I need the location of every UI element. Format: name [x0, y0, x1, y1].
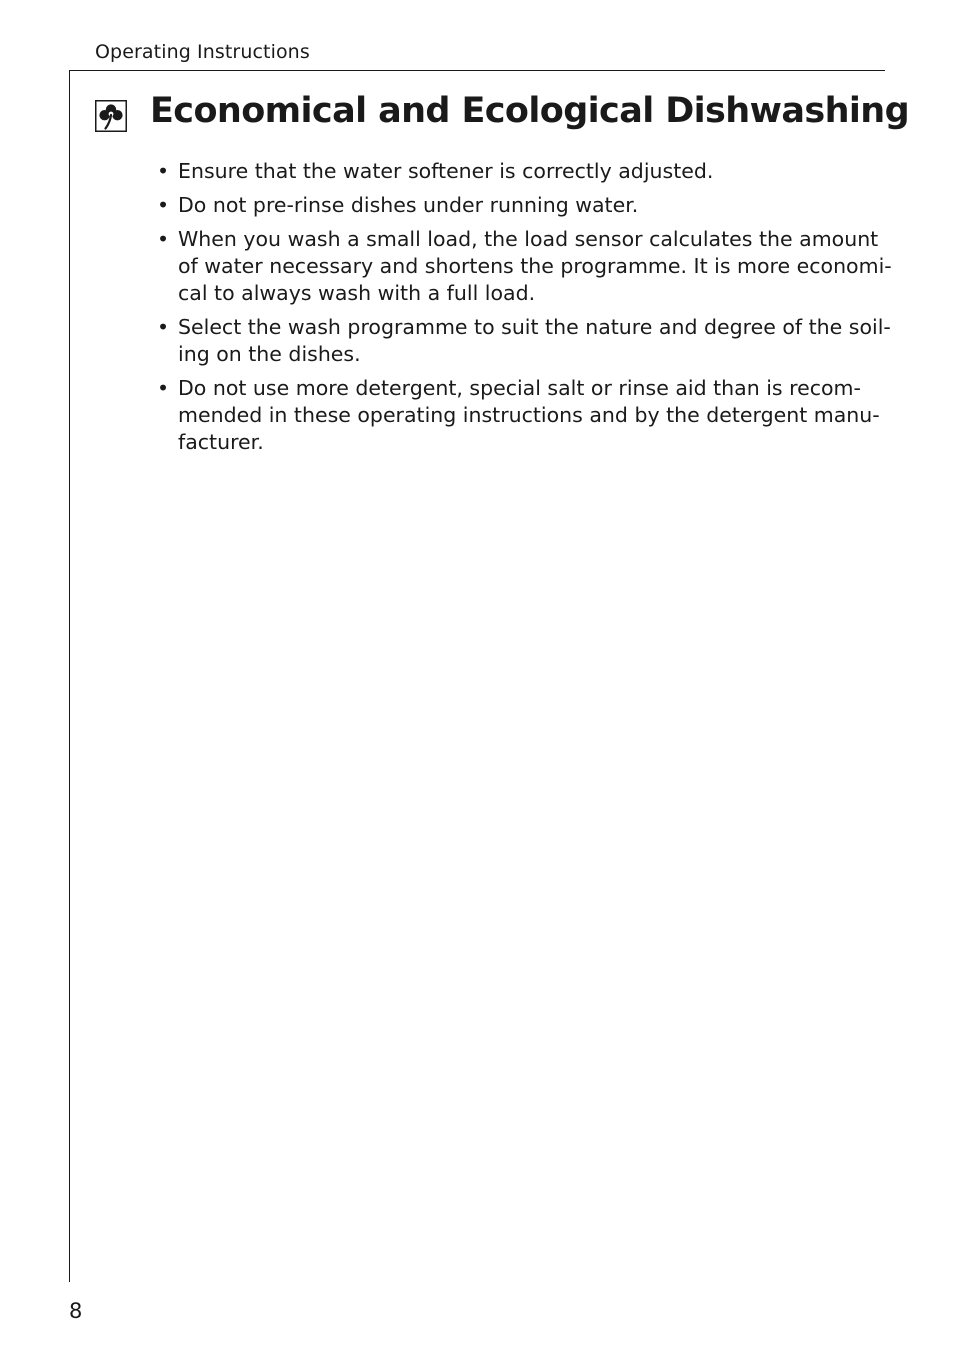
- list-item: [157, 375, 880, 456]
- bullet-icon: •: [157, 193, 170, 217]
- clover-leaf-icon: [95, 100, 127, 132]
- header-rule: [69, 70, 885, 71]
- tip-line: ing on the dishes.: [178, 342, 361, 366]
- list-item: [157, 314, 891, 368]
- bullet-icon: •: [157, 376, 170, 400]
- bullet-icon: •: [157, 159, 170, 183]
- list-item: [157, 226, 892, 307]
- tips-list: [157, 158, 892, 463]
- tip-line: facturer.: [178, 430, 264, 454]
- page-number: 8: [69, 1299, 83, 1323]
- tip-line: Ensure that the water softener is correctly adjusted.: [178, 159, 714, 183]
- list-item: [157, 192, 867, 219]
- running-header: Operating Instructions: [95, 41, 310, 63]
- tip-line: mended in these operating instructions and by the detergent manu-: [178, 403, 880, 427]
- list-item: [157, 158, 867, 185]
- tip-line: of water necessary and shortens the programme. It is more economi-: [178, 254, 892, 278]
- tip-line: When you wash a small load, the load sensor calculates the amount: [178, 227, 879, 251]
- tip-line: Select the wash programme to suit the nature and degree of the soil-: [178, 315, 891, 339]
- margin-rule: [69, 70, 70, 1282]
- tip-line: cal to always wash with a full load.: [178, 281, 536, 305]
- tip-line: Do not pre-rinse dishes under running water.: [178, 193, 639, 217]
- page-title: Economical and Ecological Dishwashing: [150, 91, 910, 131]
- bullet-icon: •: [157, 227, 170, 251]
- tip-line: Do not use more detergent, special salt or rinse aid than is recom-: [178, 376, 861, 400]
- bullet-icon: •: [157, 315, 170, 339]
